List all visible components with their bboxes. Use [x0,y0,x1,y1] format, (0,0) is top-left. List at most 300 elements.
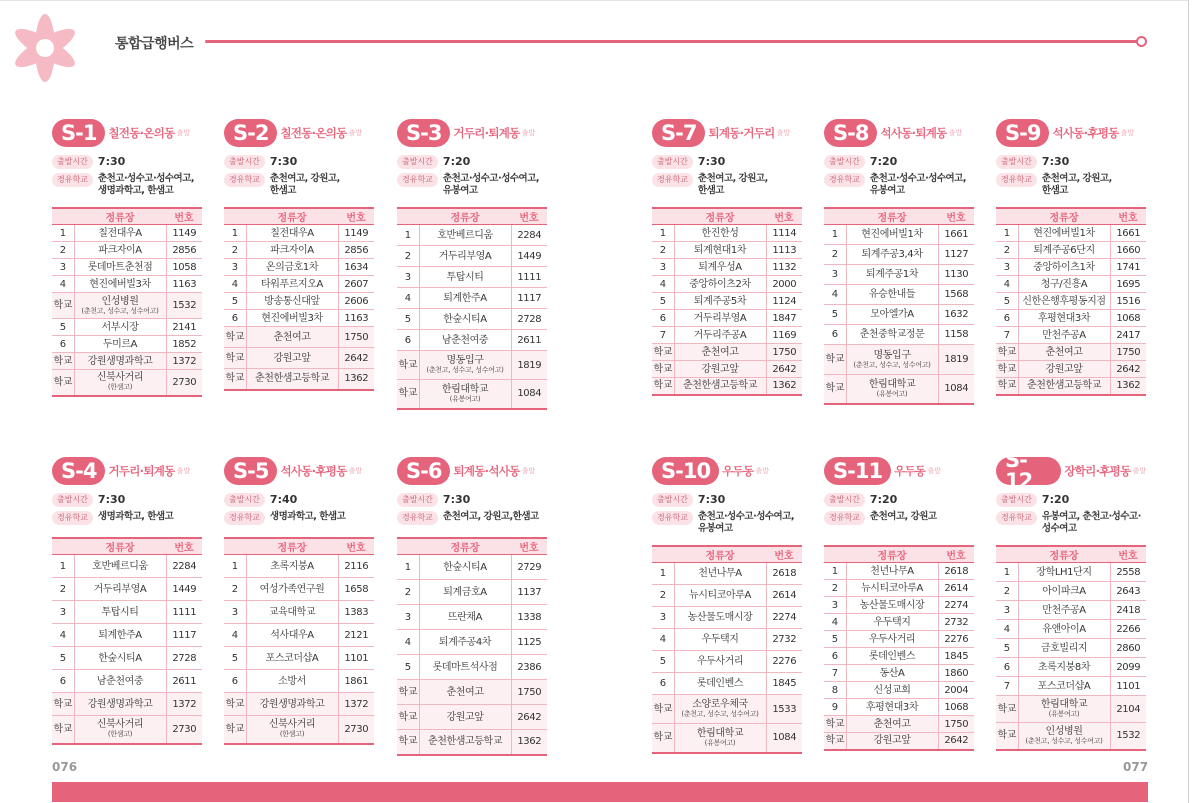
table-row [824,580,974,597]
table-row [224,276,374,293]
table-row [652,225,802,242]
route-sub-label: 출발 [948,129,963,137]
stop-order: 학교 [397,380,419,409]
stop-order: 학교 [652,378,674,395]
table-row [397,380,547,409]
stop-name-cell [74,276,166,293]
stop-order: 1 [996,225,1018,242]
stop-name-cell [419,288,511,309]
depart-time-row [224,493,374,507]
stop-order: 4 [652,276,674,293]
stop-number: 1516 [1110,293,1146,310]
route-sub-label: 출발 [755,467,769,475]
stop-number: 1149 [166,225,202,242]
stop-order: 학교 [652,724,674,753]
stop-name-cell [246,293,338,310]
table-row [397,351,547,380]
footer-bar [52,782,1148,802]
stop-name: 투탑시티 [446,271,484,283]
route-sub-label: 출발 [176,467,191,475]
via-schools-pill: 경유학교 [52,511,93,525]
table-row [824,265,974,285]
stop-order: 학교 [397,705,419,730]
stop-order: 5 [652,651,674,673]
table-row [824,716,974,733]
route-s-2-header [224,118,374,196]
stop-name-cell [846,245,938,265]
route-name: 석사동·후평동 [1052,126,1119,140]
stop-number: 2284 [511,225,547,246]
stop-name-cell [246,601,338,624]
route-sub-label: 출발 [1132,467,1146,475]
table-row [52,259,202,276]
table-row [996,378,1146,395]
via-schools [443,173,539,196]
stop-number: 1845 [766,673,802,695]
stop-name: 춘천한샘고등학교 [1026,380,1102,392]
depart-time: 7:30 [697,155,726,168]
stop-name-cell [74,670,166,693]
stop-number: 1372 [338,693,374,716]
stop-order: 3 [224,259,246,276]
col-stop-header: 정류장 [1018,208,1110,225]
col-index-header [52,208,74,225]
col-number-header: 번호 [1110,208,1146,225]
stop-number: 1058 [166,259,202,276]
stop-name: 신한은행후평동지점 [1022,295,1106,307]
stop-number: 1169 [766,327,802,344]
stop-order: 4 [52,624,74,647]
table-row [996,242,1146,259]
via-schools-row [397,511,547,525]
stop-name-cell [246,716,338,744]
table-row [824,305,974,325]
route-s-6-stops-table [397,537,547,756]
depart-time-pill: 출발시간 [652,493,693,507]
stop-order: 6 [224,310,246,327]
via-schools [1042,511,1141,534]
table-row [52,578,202,601]
stop-order: 1 [652,225,674,242]
route-badge: S-9 [996,119,1049,147]
table-header-row [996,546,1146,563]
stop-note: (유봉여고) [876,389,908,398]
stop-name: 포스코더샵A [1037,680,1091,692]
stop-name-cell [419,630,511,655]
table-row [52,624,202,647]
stop-number: 2099 [1110,658,1146,677]
via-schools [98,511,173,523]
via-schools-line: 유봉여고 [442,184,478,196]
route-sub-label: 출발 [348,467,363,475]
via-schools-line: 성수여고 [1041,522,1077,534]
table-row [397,605,547,630]
route-name: 칠전동·온의동 [280,126,347,140]
table-row [224,225,374,242]
via-schools-line: 한샘고 [1041,184,1068,196]
stop-name-cell [74,353,166,370]
stop-number: 2860 [1110,639,1146,658]
via-schools-row [652,173,802,196]
stop-name-cell [74,555,166,578]
table-row [52,693,202,716]
stop-number: 1117 [166,624,202,647]
table-row [397,730,547,755]
stop-number: 1362 [1110,378,1146,395]
stop-name-cell [74,319,166,336]
stop-note: (춘천고, 성수고, 성수여고) [426,366,504,374]
stop-name-cell [1018,582,1110,601]
table-row [996,344,1146,361]
stop-name: 칠전대우A [270,227,314,239]
route-name: 퇴계동·거두리 [708,126,775,140]
stop-number: 1158 [938,325,974,345]
stop-number: 1149 [338,225,374,242]
stop-order: 학교 [397,730,419,755]
stop-name-cell [674,673,766,695]
stop-name-cell [1018,276,1110,293]
stop-name: 퇴계주공4차 [438,636,492,648]
stop-number: 1533 [766,695,802,724]
stop-order: 3 [52,601,74,624]
table-row [52,716,202,744]
stop-name: 강원고앞 [1045,363,1083,375]
stop-number: 2607 [338,276,374,293]
stop-name-cell [674,695,766,724]
stop-number: 2141 [166,319,202,336]
stop-number: 1124 [766,293,802,310]
via-schools [98,173,194,196]
via-schools [443,511,539,523]
via-schools-line: 춘천여고, 강원고 [869,511,937,522]
table-row [397,555,547,580]
table-row [52,670,202,693]
stop-order: 학교 [996,723,1018,750]
stop-order: 4 [652,629,674,651]
table-row [52,353,202,370]
stop-number: 2728 [166,647,202,670]
stop-order: 3 [397,267,419,288]
stop-number: 2614 [938,580,974,597]
stop-name: 호반베르디움 [92,560,148,572]
route-s-4-stops-table [52,537,202,745]
stop-number: 1113 [766,242,802,259]
stop-name: 현진에버빌1차 [1033,227,1095,239]
col-number-header: 번호 [766,208,802,225]
via-schools-pill: 경유학교 [224,511,265,525]
table-row [52,242,202,259]
table-row [996,620,1146,639]
table-row [397,288,547,309]
table-row [824,375,974,404]
stop-order: 5 [52,319,74,336]
stop-name: 롯데마트석사점 [432,661,498,673]
stop-name-cell [246,624,338,647]
route-s-6-header [397,456,547,525]
table-row [224,601,374,624]
stop-name-cell [419,380,511,409]
route-s-3-header [397,118,547,196]
stop-name-cell [846,597,938,614]
table-row [224,716,374,744]
stop-number: 1338 [511,605,547,630]
stop-name-cell [846,325,938,345]
route-name: 석사동·퇴계동 [880,126,947,140]
stop-name: 한림대학교 [868,378,916,390]
stop-number: 2418 [1110,601,1146,620]
table-row [996,327,1146,344]
stop-number: 1750 [338,327,374,348]
table-row [996,723,1146,750]
route-badge: S-11 [824,457,891,485]
route-s-5-stops-table [224,537,374,745]
stop-name-cell [674,629,766,651]
table-header-row [52,208,202,225]
depart-time-pill: 출발시간 [652,155,693,169]
stop-order: 3 [996,601,1018,620]
route-badge: S-1 [52,119,105,147]
stop-name: 한림대학교 [1040,699,1088,710]
stop-name-cell [674,651,766,673]
col-index-header [652,208,674,225]
stop-order: 4 [224,624,246,647]
stop-note: (춘천고, 성수고, 성수여고) [681,710,759,718]
via-schools-row [52,173,202,196]
route-s-10-stops-table [652,545,802,754]
table-row [824,631,974,648]
route-s-9-header [996,118,1146,196]
stop-order: 학교 [652,344,674,361]
table-row [397,705,547,730]
col-number-header: 번호 [166,538,202,555]
stop-name-cell [846,375,938,404]
via-schools [698,511,794,534]
table-row [224,369,374,390]
table-row [652,259,802,276]
stop-number: 1163 [338,310,374,327]
stop-name-cell [846,614,938,631]
stop-order: 1 [652,563,674,585]
table-row [397,630,547,655]
stop-order: 2 [52,578,74,601]
via-schools-pill: 경유학교 [996,511,1037,525]
stop-name-cell [74,293,166,319]
table-row [52,293,202,319]
table-row [224,293,374,310]
stop-number: 1695 [1110,276,1146,293]
stop-number: 1084 [938,375,974,404]
table-row [652,293,802,310]
stop-name: 서부시장 [101,321,139,333]
stop-order: 5 [652,293,674,310]
depart-time: 7:30 [1041,155,1070,168]
stop-name-cell [674,585,766,607]
stop-name-cell [419,309,511,330]
stop-number: 2000 [766,276,802,293]
stop-order: 2 [224,242,246,259]
stop-order: 3 [652,259,674,276]
stop-name-cell [246,327,338,348]
table-header-row [652,208,802,225]
stop-number: 1819 [511,351,547,380]
stop-number: 1132 [766,259,802,276]
route-sub-label: 출발 [521,467,536,475]
stop-name: 강원생명과학고 [259,698,325,710]
stop-order: 3 [52,259,74,276]
stop-name-cell [1018,242,1110,259]
route-sub-label: 출발 [521,129,536,137]
route-s-10-header [652,456,802,534]
stop-order: 4 [397,630,419,655]
stop-number: 1084 [511,380,547,409]
via-schools-row [52,511,202,525]
via-schools-row [996,511,1146,534]
via-schools-pill: 경유학교 [652,173,693,187]
stop-name-cell [246,578,338,601]
stop-name-cell [674,259,766,276]
col-number-header: 번호 [938,208,974,225]
stop-name: 청구/진흥A [1040,278,1088,290]
stop-order: 4 [397,288,419,309]
stop-name: 동산A [879,667,905,679]
stop-name-cell [1018,361,1110,378]
table-row [224,670,374,693]
stop-name-cell [674,276,766,293]
stop-order: 학교 [224,327,246,348]
stop-name-cell [246,693,338,716]
table-header-row [397,538,547,555]
stop-name-cell [74,647,166,670]
stop-order: 5 [224,293,246,310]
stop-name-cell [74,601,166,624]
table-row [652,378,802,395]
stop-order: 6 [652,673,674,695]
stop-name-cell [74,336,166,353]
stop-order: 학교 [652,695,674,724]
stop-order: 6 [824,325,846,345]
stop-number: 1068 [938,699,974,716]
depart-time-pill: 출발시간 [224,493,265,507]
stop-number: 2121 [338,624,374,647]
table-row [52,601,202,624]
table-row [652,629,802,651]
table-row [397,267,547,288]
table-row [996,601,1146,620]
stop-name-cell [246,647,338,670]
stop-name: 퇴계한주A [98,629,142,641]
col-stop-header: 정류장 [74,538,166,555]
stop-name: 인성병원 [1045,725,1083,737]
stop-order: 학교 [996,696,1018,723]
stop-number: 1117 [511,288,547,309]
stop-note: (한샘고) [107,730,133,739]
stop-name: 강원고앞 [273,352,311,364]
col-number-header: 번호 [766,546,802,563]
stop-name-cell [846,699,938,716]
stop-name: 춘천중학교정문 [859,329,925,340]
stop-name: 후평현대3차 [1037,312,1091,324]
stop-order: 1 [52,555,74,578]
depart-time-row [52,493,202,507]
table-row [996,658,1146,677]
table-row [996,582,1146,601]
table-header-row [824,208,974,225]
route-name: 우두동 [722,464,754,478]
route-sub-label: 출발 [348,129,363,137]
stop-name-cell [74,716,166,744]
table-row [996,696,1146,723]
stop-number: 2730 [166,716,202,744]
depart-time-row [397,493,547,507]
stop-order: 2 [824,580,846,597]
stop-number: 1101 [1110,677,1146,696]
stop-name: 한숲시티A [443,561,487,573]
stop-number: 2618 [938,563,974,580]
stop-name-cell [1018,310,1110,327]
stop-order: 5 [397,655,419,680]
route-name: 우두동 [894,464,926,478]
stop-name-cell [1018,723,1110,750]
table-row [824,285,974,305]
route-badge: S-8 [824,119,877,147]
route-badge: S-10 [652,457,719,485]
stop-name: 강원생명과학고 [87,698,153,710]
stop-number: 1661 [1110,225,1146,242]
stop-number: 1661 [938,225,974,245]
stop-order: 학교 [996,378,1018,395]
stop-number: 1127 [938,245,974,265]
route-sub-label: 출발 [176,129,191,137]
via-schools-row [824,511,974,525]
stop-name-cell [1018,677,1110,696]
via-schools [270,173,340,196]
via-schools-line: 한샘고 [697,184,724,196]
col-index-header [52,538,74,555]
via-schools [1042,173,1112,196]
stop-name: 만천주공A [1042,329,1086,341]
table-row [652,673,802,695]
col-stop-header: 정류장 [846,546,938,563]
route-s-1-stops-table [52,207,202,397]
stop-order: 5 [397,309,419,330]
table-header-row [52,538,202,555]
stop-name-cell [419,351,511,380]
via-schools-line: 춘천고·성수고·성수여고, [442,173,540,184]
stop-name: 호반베르디움 [437,229,493,241]
stop-number: 1137 [511,580,547,605]
route-title [52,118,202,148]
col-stop-header: 정류장 [674,208,766,225]
stop-number: 2276 [938,631,974,648]
stop-order: 9 [824,699,846,716]
depart-time: 7:20 [869,493,898,506]
stop-name: 한림대학교 [696,727,744,739]
route-title [397,456,547,486]
stop-name: 유승한내들 [868,289,916,300]
stop-order: 학교 [224,716,246,744]
stop-name: 현진에버빌3차 [261,312,323,324]
route-s-4-header [52,456,202,525]
stop-name: 명동입구 [873,349,911,361]
stop-order: 6 [652,310,674,327]
via-schools-row [824,173,974,196]
table-row [52,319,202,336]
stop-order: 2 [996,582,1018,601]
table-row [652,607,802,629]
table-row [824,225,974,245]
stop-number: 2856 [338,242,374,259]
stop-name: 소방서 [278,675,306,687]
